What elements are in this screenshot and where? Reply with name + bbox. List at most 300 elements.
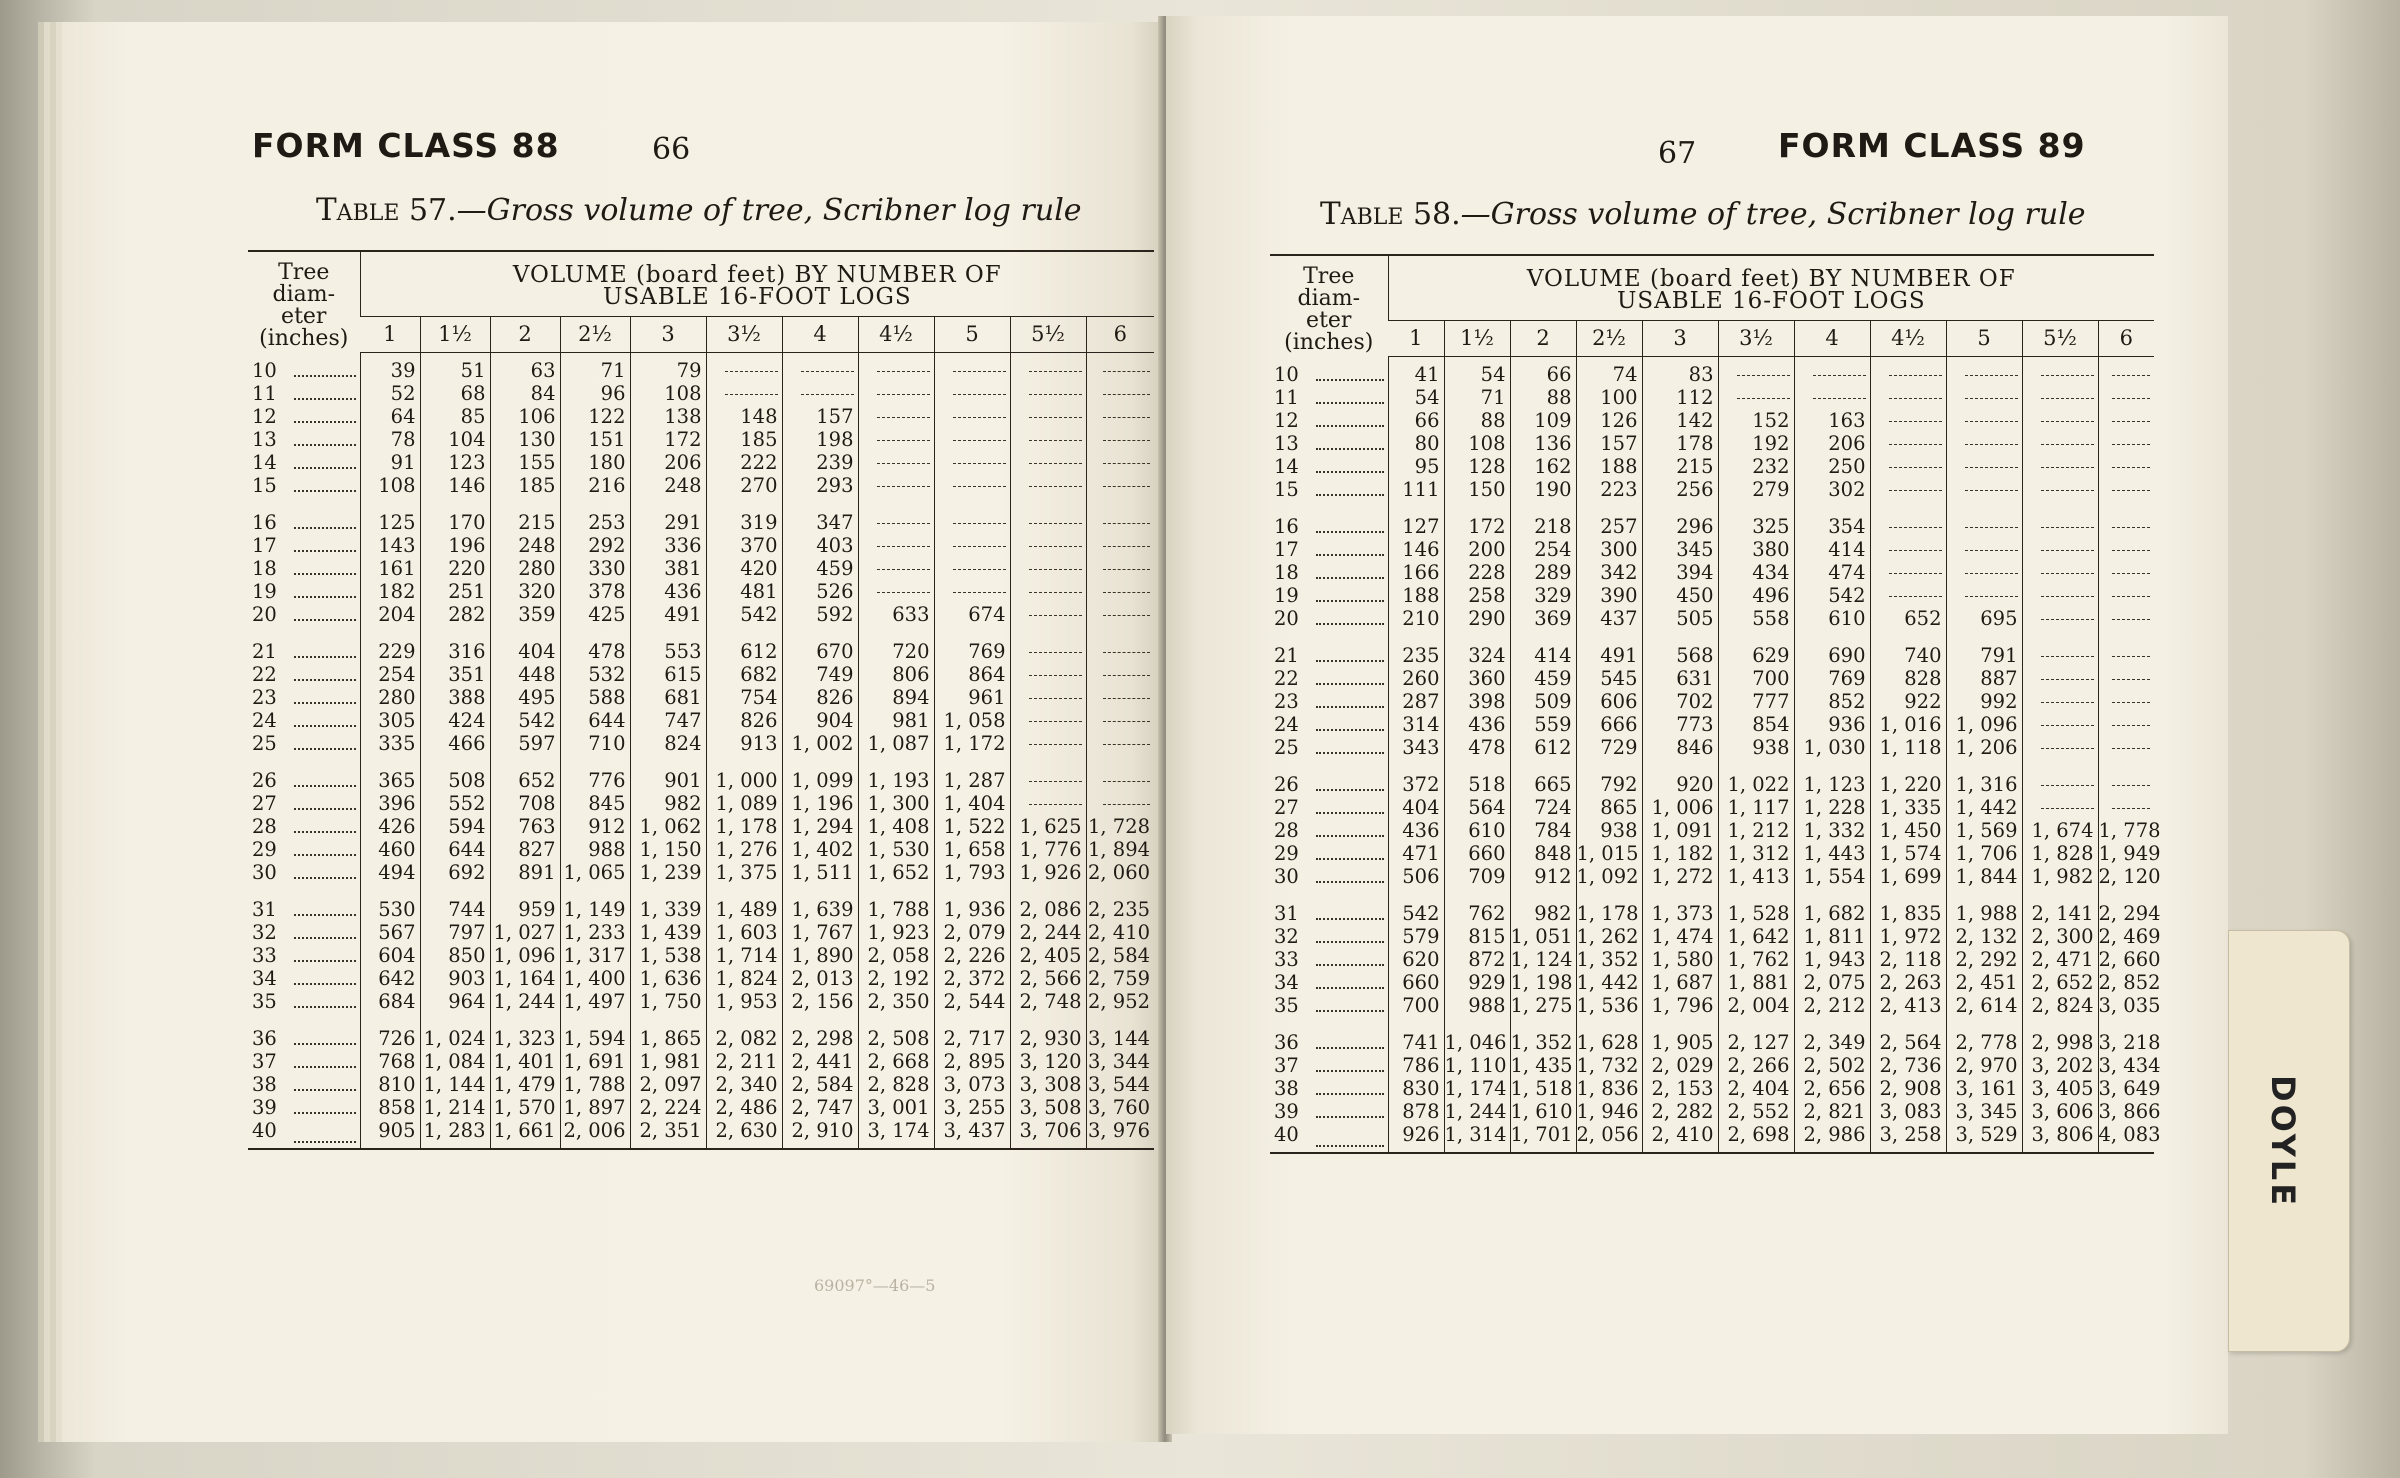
volume-cell: 2, 630 [706, 1119, 782, 1149]
volume-cell: 2, 824 [2022, 994, 2098, 1017]
volume-cell: 741 [1388, 1031, 1444, 1054]
table-row [248, 686, 1154, 709]
volume-header [1388, 255, 2154, 321]
left-table-caption [316, 192, 1082, 228]
dash-placeholder [1029, 592, 1082, 593]
volume-cell: 695 [1946, 607, 2022, 630]
volume-cell: 3, 544 [1086, 1073, 1154, 1096]
volume-cell: 1, 776 [1010, 838, 1086, 861]
dash-placeholder [1103, 721, 1150, 722]
volume-cell: 1, 401 [490, 1050, 560, 1073]
volume-cell: 2, 056 [1576, 1123, 1642, 1153]
volume-cell: 83 [1642, 363, 1718, 386]
volume-cell: 289 [1510, 561, 1576, 584]
volume-cell: 784 [1510, 819, 1576, 842]
table-row [1270, 736, 2154, 759]
dash-placeholder [1103, 523, 1150, 524]
table-row [1270, 455, 2154, 478]
volume-cell: 797 [420, 921, 490, 944]
volume-cell: 280 [360, 686, 420, 709]
dash-placeholder [953, 417, 1006, 418]
volume-cell: 330 [560, 557, 630, 580]
left-footer-code: 69097°—46—5 [814, 1276, 936, 1295]
volume-cell: 2, 584 [1086, 944, 1154, 967]
dash-placeholder [1029, 675, 1082, 676]
volume-cell: 1, 538 [630, 944, 706, 967]
volume-cell: 437 [1576, 607, 1642, 630]
volume-cell: 319 [706, 511, 782, 534]
volume-cell: 414 [1510, 644, 1576, 667]
volume-cell: 459 [1510, 667, 1576, 690]
table-row [1270, 363, 2154, 386]
tree-diameter-cell: 25 [248, 732, 360, 755]
dash-placeholder [1889, 375, 1942, 376]
volume-cell: 198 [782, 428, 858, 451]
volume-cell: 1, 732 [1576, 1054, 1642, 1077]
empty-volume-cell [2022, 538, 2098, 561]
volume-cell: 1, 594 [560, 1027, 630, 1050]
empty-volume-cell [1010, 557, 1086, 580]
volume-cell: 3, 437 [934, 1119, 1010, 1149]
volume-cell: 324 [1444, 644, 1510, 667]
volume-cell: 345 [1642, 538, 1718, 561]
log-count-column-header: 2½ [560, 317, 630, 353]
volume-cell: 152 [1718, 409, 1794, 432]
tree-diameter-cell: 18 [248, 557, 360, 580]
dash-placeholder [2112, 702, 2150, 703]
table-row [248, 428, 1154, 451]
volume-cell: 2, 564 [1870, 1031, 1946, 1054]
volume-cell: 66 [1388, 409, 1444, 432]
table-row [1270, 432, 2154, 455]
volume-cell: 1, 658 [934, 838, 1010, 861]
empty-volume-cell [1870, 409, 1946, 432]
dash-placeholder [1103, 675, 1150, 676]
volume-cell: 1, 233 [560, 921, 630, 944]
volume-cell: 1, 652 [858, 861, 934, 884]
empty-volume-cell [1946, 409, 2022, 432]
table-row [1270, 584, 2154, 607]
volume-cell: 1, 244 [490, 990, 560, 1013]
volume-cell: 1, 182 [1642, 842, 1718, 865]
empty-volume-cell [1870, 515, 1946, 538]
volume-cell: 1, 435 [1510, 1054, 1576, 1077]
volume-cell: 606 [1576, 690, 1642, 713]
volume-cell: 542 [490, 709, 560, 732]
volume-cell: 1, 335 [1870, 796, 1946, 819]
volume-cell: 424 [420, 709, 490, 732]
volume-cell: 1, 193 [858, 769, 934, 792]
volume-cell: 2, 486 [706, 1096, 782, 1119]
log-count-column-header: 1 [1388, 321, 1444, 357]
volume-cell: 982 [1510, 902, 1576, 925]
empty-volume-cell [1870, 432, 1946, 455]
volume-cell: 3, 255 [934, 1096, 1010, 1119]
volume-cell: 830 [1388, 1077, 1444, 1100]
volume-cell: 96 [560, 382, 630, 405]
volume-cell: 542 [1388, 902, 1444, 925]
dash-placeholder [1029, 744, 1082, 745]
volume-cell: 138 [630, 405, 706, 428]
table-row [248, 967, 1154, 990]
volume-cell: 710 [560, 732, 630, 755]
volume-cell: 2, 235 [1086, 898, 1154, 921]
volume-cell: 414 [1794, 538, 1870, 561]
volume-cell: 394 [1642, 561, 1718, 584]
empty-volume-cell [2022, 432, 2098, 455]
volume-cell: 108 [360, 474, 420, 497]
table-row [1270, 1123, 2154, 1153]
empty-volume-cell [1946, 478, 2022, 501]
dash-placeholder [1029, 652, 1082, 653]
volume-cell: 2, 340 [706, 1073, 782, 1096]
volume-cell: 2, 656 [1794, 1077, 1870, 1100]
table-row [1270, 538, 2154, 561]
volume-cell: 2, 471 [2022, 948, 2098, 971]
volume-cell: 1, 275 [1510, 994, 1576, 1017]
volume-cell: 1, 174 [1444, 1077, 1510, 1100]
volume-cell: 1, 936 [934, 898, 1010, 921]
volume-cell: 872 [1444, 948, 1510, 971]
log-count-column-header: 5 [1946, 321, 2022, 357]
volume-cell: 2, 469 [2098, 925, 2161, 948]
tree-diameter-cell: 23 [248, 686, 360, 709]
dash-placeholder [953, 440, 1006, 441]
volume-cell: 398 [1444, 690, 1510, 713]
dash-placeholder [2112, 467, 2150, 468]
volume-cell: 157 [782, 405, 858, 428]
volume-cell: 2, 351 [630, 1119, 706, 1149]
dash-placeholder [1889, 398, 1942, 399]
volume-cell: 74 [1576, 363, 1642, 386]
volume-cell: 776 [560, 769, 630, 792]
dash-placeholder [1965, 398, 2018, 399]
volume-cell: 620 [1388, 948, 1444, 971]
volume-cell: 466 [420, 732, 490, 755]
volume-cell: 365 [360, 769, 420, 792]
stub-header-line: eter [1306, 308, 1352, 333]
volume-cell: 1, 220 [1870, 773, 1946, 796]
volume-cell: 1, 479 [490, 1073, 560, 1096]
volume-cell: 938 [1718, 736, 1794, 759]
empty-volume-cell [2098, 690, 2154, 713]
dash-placeholder [1889, 573, 1942, 574]
volume-cell: 1, 788 [858, 898, 934, 921]
volume-cell: 380 [1718, 538, 1794, 561]
volume-cell: 2, 736 [1870, 1054, 1946, 1077]
volume-cell: 700 [1718, 667, 1794, 690]
volume-cell: 1, 058 [934, 709, 1010, 732]
volume-cell: 690 [1794, 644, 1870, 667]
dash-placeholder [1965, 467, 2018, 468]
volume-cell: 1, 027 [490, 921, 560, 944]
dash-placeholder [877, 463, 930, 464]
volume-cell: 178 [1642, 432, 1718, 455]
volume-cell: 3, 035 [2098, 994, 2161, 1017]
dash-placeholder [2041, 702, 2094, 703]
volume-cell: 1, 497 [560, 990, 630, 1013]
volume-cell: 665 [1510, 773, 1576, 796]
empty-volume-cell [2098, 432, 2154, 455]
volume-cell: 1, 118 [1870, 736, 1946, 759]
volume-cell: 769 [934, 640, 1010, 663]
volume-cell: 2, 058 [858, 944, 934, 967]
volume-cell: 3, 976 [1086, 1119, 1154, 1149]
volume-cell: 2, 910 [782, 1119, 858, 1149]
tree-diameter-cell: 15 [248, 474, 360, 497]
volume-cell: 1, 699 [1870, 865, 1946, 888]
tree-diameter-cell: 12 [248, 405, 360, 428]
volume-cell: 612 [1510, 736, 1576, 759]
dash-placeholder [1103, 781, 1150, 782]
volume-cell: 815 [1444, 925, 1510, 948]
volume-cell: 2, 852 [2098, 971, 2161, 994]
volume-cell: 232 [1718, 455, 1794, 478]
volume-cell: 2, 821 [1794, 1100, 1870, 1123]
volume-cell: 215 [1642, 455, 1718, 478]
volume-cell: 39 [360, 359, 420, 382]
dash-placeholder [1029, 371, 1082, 372]
volume-cell: 1, 015 [1576, 842, 1642, 865]
log-count-column-header: 3 [630, 317, 706, 353]
volume-cell: 1, 323 [490, 1027, 560, 1050]
volume-cell: 1, 022 [1718, 773, 1794, 796]
dash-placeholder [953, 463, 1006, 464]
table-row [248, 640, 1154, 663]
volume-cell: 1, 953 [706, 990, 782, 1013]
dash-placeholder [1029, 394, 1082, 395]
right-form-class-heading: FORM CLASS 89 [1778, 126, 2086, 165]
volume-cell: 254 [1510, 538, 1576, 561]
volume-cell: 845 [560, 792, 630, 815]
volume-cell: 681 [630, 686, 706, 709]
volume-cell: 854 [1718, 713, 1794, 736]
dash-placeholder [953, 592, 1006, 593]
volume-cell: 1, 518 [1510, 1077, 1576, 1100]
tree-diameter-cell: 18 [1270, 561, 1388, 584]
volume-cell: 747 [630, 709, 706, 732]
volume-cell: 1, 580 [1642, 948, 1718, 971]
dash-placeholder [877, 569, 930, 570]
dash-placeholder [1103, 394, 1150, 395]
empty-volume-cell [1010, 792, 1086, 815]
tree-diameter-cell: 33 [1270, 948, 1388, 971]
tree-diameter-cell: 32 [248, 921, 360, 944]
volume-cell: 2, 075 [1794, 971, 1870, 994]
volume-cell: 2, 668 [858, 1050, 934, 1073]
tree-diameter-cell: 31 [1270, 902, 1388, 925]
volume-cell: 436 [630, 580, 706, 603]
volume-cell: 1, 923 [858, 921, 934, 944]
empty-volume-cell [1010, 405, 1086, 428]
dash-placeholder [1965, 550, 2018, 551]
empty-volume-cell [1010, 534, 1086, 557]
volume-cell: 1, 897 [560, 1096, 630, 1119]
empty-volume-cell [1010, 603, 1086, 626]
dash-placeholder [801, 394, 854, 395]
volume-cell: 2, 895 [934, 1050, 1010, 1073]
volume-cell: 542 [1794, 584, 1870, 607]
dash-placeholder [2112, 550, 2150, 551]
volume-cell: 1, 084 [420, 1050, 490, 1073]
volume-cell: 378 [560, 580, 630, 603]
volume-cell: 542 [706, 603, 782, 626]
dash-placeholder [953, 394, 1006, 395]
volume-cell: 2, 156 [782, 990, 858, 1013]
dash-placeholder [1029, 781, 1082, 782]
empty-volume-cell [1870, 584, 1946, 607]
volume-cell: 1, 511 [782, 861, 858, 884]
dash-placeholder [877, 371, 930, 372]
volume-cell: 2, 244 [1010, 921, 1086, 944]
volume-cell: 682 [706, 663, 782, 686]
tree-diameter-cell: 34 [1270, 971, 1388, 994]
volume-cell: 491 [630, 603, 706, 626]
tree-diameter-cell: 38 [248, 1073, 360, 1096]
volume-cell: 1, 262 [1576, 925, 1642, 948]
dash-placeholder [877, 546, 930, 547]
right-page-number: 67 [1658, 136, 1697, 171]
volume-cell: 1, 569 [1946, 819, 2022, 842]
volume-cell: 220 [420, 557, 490, 580]
volume-cell: 292 [560, 534, 630, 557]
right-volume-table [1270, 254, 2161, 1154]
left-volume-table [248, 250, 1154, 1150]
volume-cell: 700 [1388, 994, 1444, 1017]
empty-volume-cell [1718, 386, 1794, 409]
volume-cell: 1, 474 [1642, 925, 1718, 948]
table-row [1270, 667, 2154, 690]
volume-cell: 381 [630, 557, 706, 580]
right-table-caption [1320, 196, 2086, 232]
empty-volume-cell [934, 428, 1010, 451]
volume-cell: 526 [782, 580, 858, 603]
dash-placeholder [1103, 804, 1150, 805]
volume-cell: 136 [1510, 432, 1576, 455]
volume-cell: 2, 952 [1086, 990, 1154, 1013]
volume-cell: 894 [858, 686, 934, 709]
empty-volume-cell [2098, 515, 2154, 538]
table-row [1270, 409, 2154, 432]
empty-volume-cell [2022, 409, 2098, 432]
volume-cell: 1, 373 [1642, 902, 1718, 925]
tree-diameter-cell: 40 [248, 1119, 360, 1149]
tree-diameter-cell: 34 [248, 967, 360, 990]
empty-volume-cell [2098, 607, 2154, 630]
dash-placeholder [2041, 679, 2094, 680]
volume-cell: 396 [360, 792, 420, 815]
volume-cell: 1, 164 [490, 967, 560, 990]
dash-placeholder [1103, 744, 1150, 745]
volume-cell: 1, 943 [1794, 948, 1870, 971]
volume-cell: 3, 073 [934, 1073, 1010, 1096]
volume-cell: 63 [490, 359, 560, 382]
volume-cell: 1, 728 [1086, 815, 1154, 838]
dash-placeholder [2112, 573, 2150, 574]
volume-cell: 95 [1388, 455, 1444, 478]
volume-cell: 256 [1642, 478, 1718, 501]
empty-volume-cell [1010, 709, 1086, 732]
volume-cell: 2, 294 [2098, 902, 2161, 925]
empty-volume-cell [1086, 451, 1154, 474]
volume-cell: 763 [490, 815, 560, 838]
volume-cell: 2, 292 [1946, 948, 2022, 971]
volume-cell: 2, 006 [560, 1119, 630, 1149]
stub-header-line: eter [281, 304, 327, 329]
volume-cell: 291 [630, 511, 706, 534]
volume-cell: 1, 149 [560, 898, 630, 921]
empty-volume-cell [1010, 428, 1086, 451]
volume-cell: 1, 881 [1718, 971, 1794, 994]
volume-cell: 3, 144 [1086, 1027, 1154, 1050]
dash-placeholder [1965, 421, 2018, 422]
table-row [1270, 796, 2154, 819]
empty-volume-cell [1086, 428, 1154, 451]
volume-cell: 354 [1794, 515, 1870, 538]
log-count-column-header: 4½ [1870, 321, 1946, 357]
empty-volume-cell [934, 382, 1010, 405]
dash-placeholder [1029, 615, 1082, 616]
volume-cell: 545 [1576, 667, 1642, 690]
volume-cell: 1, 844 [1946, 865, 2022, 888]
empty-volume-cell [934, 580, 1010, 603]
volume-cell: 436 [1388, 819, 1444, 842]
volume-cell: 1, 062 [630, 815, 706, 838]
volume-cell: 708 [490, 792, 560, 815]
tree-diameter-cell: 30 [1270, 865, 1388, 888]
dash-placeholder [2041, 527, 2094, 528]
volume-cell: 239 [782, 451, 858, 474]
volume-cell: 2, 998 [2022, 1031, 2098, 1054]
table-row [248, 1073, 1154, 1096]
volume-cell: 3, 174 [858, 1119, 934, 1149]
dash-placeholder [953, 371, 1006, 372]
dash-placeholder [1029, 440, 1082, 441]
volume-cell: 3, 083 [1870, 1100, 1946, 1123]
volume-cell: 351 [420, 663, 490, 686]
volume-cell: 166 [1388, 561, 1444, 584]
log-count-column-header: 2 [1510, 321, 1576, 357]
volume-cell: 864 [934, 663, 1010, 686]
volume-cell: 471 [1388, 842, 1444, 865]
volume-cell: 210 [1388, 607, 1444, 630]
volume-cell: 251 [420, 580, 490, 603]
volume-cell: 88 [1510, 386, 1576, 409]
tree-diameter-cell: 35 [248, 990, 360, 1013]
table-row [1270, 819, 2154, 842]
table-row [1270, 994, 2154, 1017]
volume-cell: 404 [1388, 796, 1444, 819]
volume-cell: 329 [1510, 584, 1576, 607]
volume-cell: 235 [1388, 644, 1444, 667]
volume-cell: 558 [1718, 607, 1794, 630]
dash-placeholder [1965, 444, 2018, 445]
volume-cell: 1, 946 [1576, 1100, 1642, 1123]
dash-placeholder [1029, 698, 1082, 699]
empty-volume-cell [1870, 363, 1946, 386]
volume-cell: 142 [1642, 409, 1718, 432]
volume-cell: 858 [360, 1096, 420, 1119]
tree-diameter-cell: 30 [248, 861, 360, 884]
empty-volume-cell [1946, 386, 2022, 409]
volume-cell: 491 [1576, 644, 1642, 667]
volume-cell: 1, 674 [2022, 819, 2098, 842]
volume-cell: 2, 029 [1642, 1054, 1718, 1077]
dash-placeholder [2112, 619, 2150, 620]
volume-cell: 111 [1388, 478, 1444, 501]
volume-cell: 260 [1388, 667, 1444, 690]
volume-cell: 126 [1576, 409, 1642, 432]
